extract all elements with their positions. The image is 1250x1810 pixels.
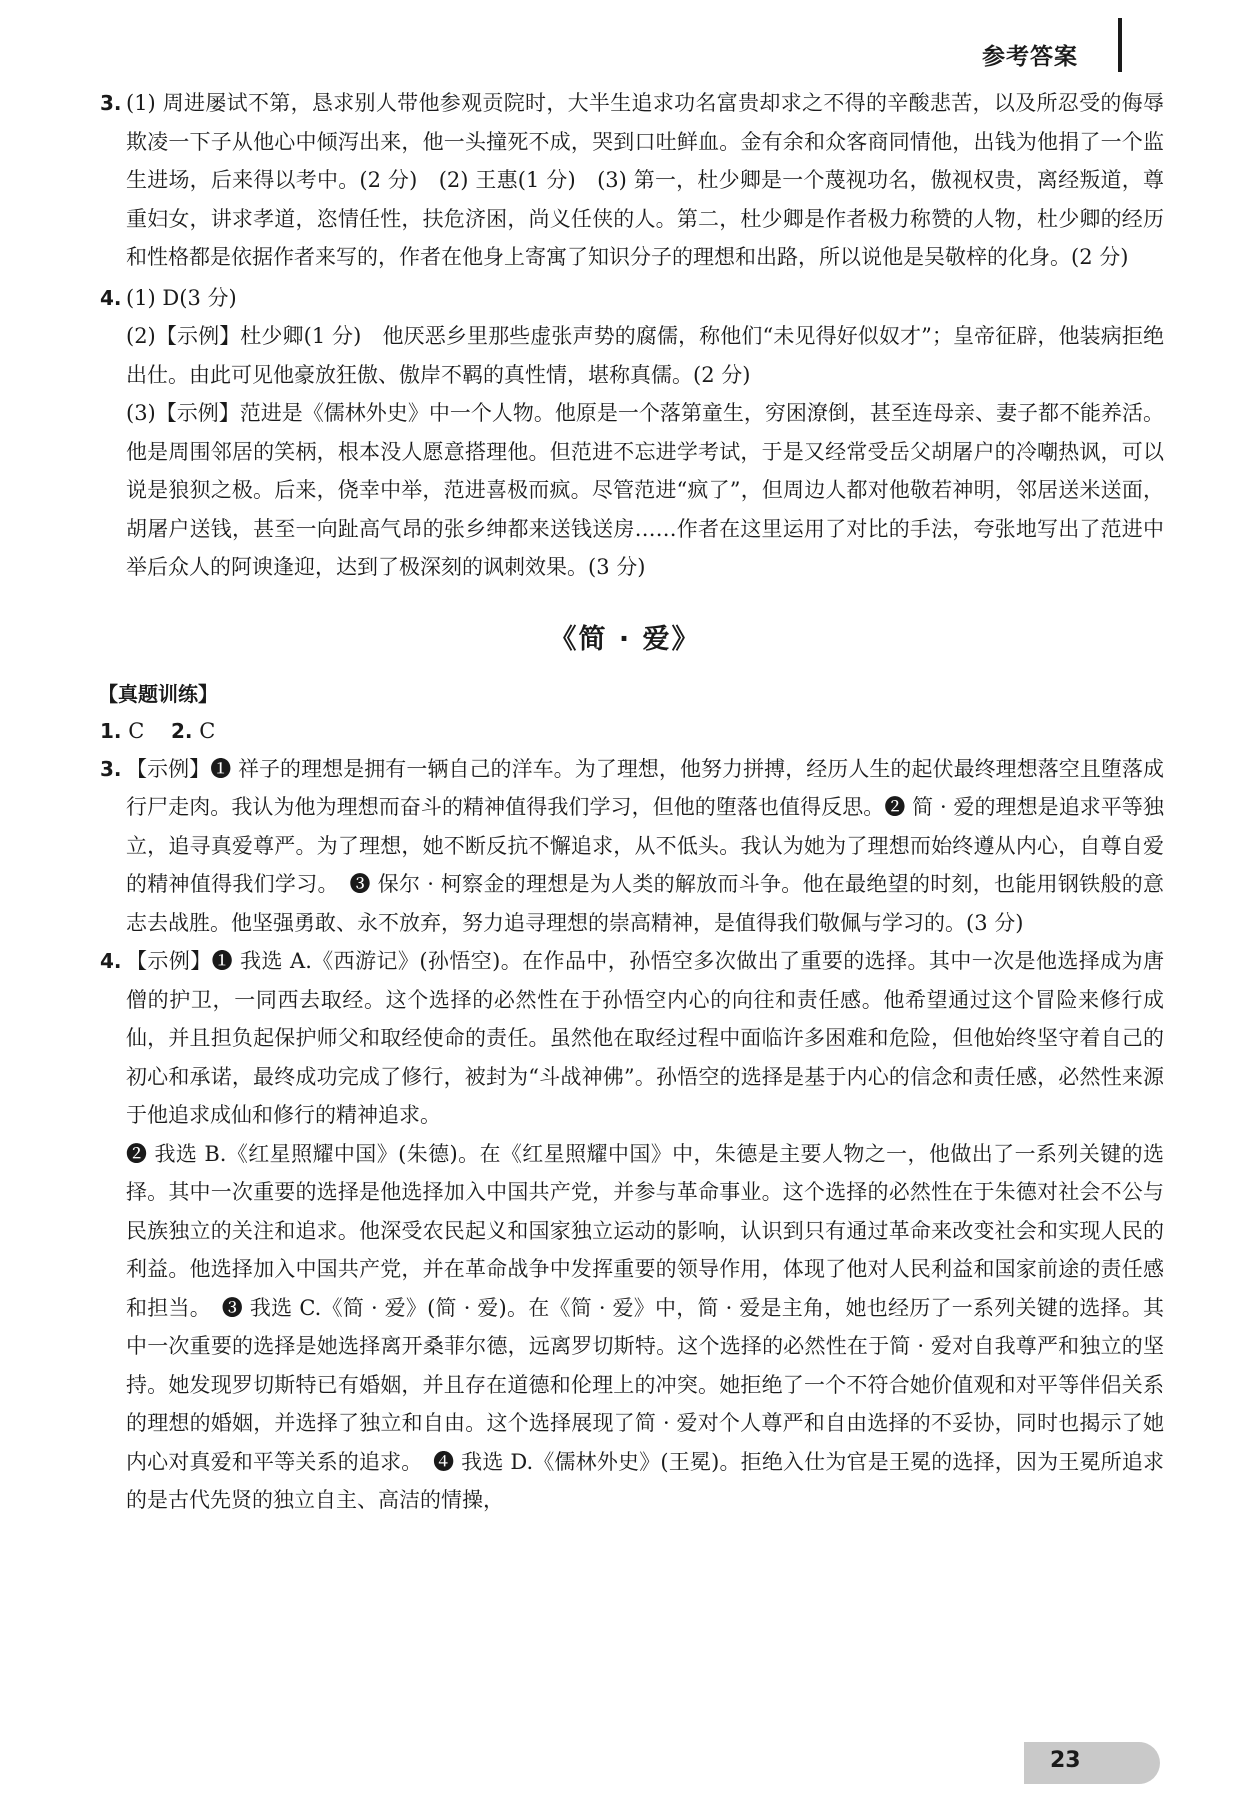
answer-item-4 [0, 279, 1164, 587]
answer-item-3b [0, 750, 1164, 943]
item-number: 4. [100, 949, 122, 973]
answer-text: (1) D(3 分) [126, 285, 237, 310]
item-number: 3. [100, 756, 122, 781]
short-answers [0, 712, 1250, 750]
page-content [0, 84, 1250, 1520]
answer-text: 【示例】❶ 我选 A.《西游记》(孙悟空)。在作品中，孙悟空多次做出了重要的选择。其中一次是他选择成为唐僧的护卫，一同西去取经。这个选择的必然性在于孙悟空内心的向往和责任感。他希望通过这个冒险来修行成仙，并且担负起保护师父和取经使命的责任。虽然他在取经过程中面临许多困难和危险，但他始终坚守着自己的初心和承诺，最终成功完成了修行，被封为“斗战神佛”。孙悟空的选择是基于内心的信念和责任感，必然性来源于他追求成仙和修行的精神追求。 [126, 949, 1164, 1127]
header-title: 参考答案 [982, 44, 1078, 70]
section-title: 《简 · 爱》 [549, 623, 701, 655]
answer-value: C [199, 718, 216, 743]
answer-item-3 [0, 84, 1164, 277]
page-number: 23 [1050, 1748, 1081, 1773]
page-number-tab [1024, 1742, 1160, 1784]
header-rule [1118, 18, 1122, 72]
answer-text: (3)【示例】范进是《儒林外史》中一个人物。他原是一个落第童生，穷困潦倒，甚至连母亲、妻子都不能养活。他是周围邻居的笑柄，根本没人愿意搭理他。但范进不忘进学考试，于是又经常受岳父胡屠户的冷嘲热讽，可以说是狼狈之极。后来，侥幸中举，范进喜极而疯。尽管范进“疯了”，但周边人都对他敬若神明，邻居送米送面，胡屠户送钱，甚至一向趾高气昂的张乡绅都来送钱送房……作者在这里运用了对比的手法，夸张地写出了范进中举后众人的阿谀逢迎，达到了极深刻的讽刺效果。(3 分) [126, 401, 1164, 579]
answer-item-4b [0, 942, 1164, 1520]
section-label: 【真题训练】 [98, 681, 218, 706]
item-number: 2. [170, 718, 193, 743]
item-number: 3. [100, 91, 122, 115]
answer-text: 【示例】❶ 祥子的理想是拥有一辆自己的洋车。为了理想，他努力拼搏，经历人生的起伏最终理想落空且堕落成行尸走肉。我认为他为理想而奋斗的精神值得我们学习，但他的堕落也值得反思。❷ 简 · 爱的理想是追求平等独立，追寻真爱尊严。为了理想，她不断反抗不懈追求，从不低头。我认为她为了理想而始终遵从内心，自尊自爱的精神值得我们学习。 ❸ 保尔 · 柯察金的理想是为人类的解放而斗争。他在最绝望的时刻，也能用钢铁般的意志去战胜。他坚强勇敢、永不放弃，努力追寻理想的崇高精神，是值得我们敬佩与学习的。(3 分) [126, 756, 1164, 935]
item-number: 4. [100, 285, 122, 310]
answer-text: (1) 周进屡试不第，恳求别人带他参观贡院时，大半生追求功名富贵却求之不得的辛酸悲苦，以及所忍受的侮辱欺凌一下子从他心中倾泻出来，他一头撞死不成，哭到口吐鲜血。金有余和众客商同情他，出钱为他捐了一个监生进场，后来得以考中。(2 分) (2) 王惠(1 分) (3) 第一，杜少卿是一个蔑视功名，傲视权贵，离经叛道，尊重妇女，讲求孝道，恣情任性，扶危济困，尚义任侠的人。第二，杜少卿是作者极力称赞的人物，杜少卿的经历和性格都是依据作者来写的，作者在他身上寄寓了知识分子的理想和出路，所以说他是吴敬梓的化身。(2 分) [126, 91, 1164, 269]
answer-text: (2)【示例】杜少卿(1 分) 他厌恶乡里那些虚张声势的腐儒，称他们“未见得好似奴才”；皇帝征辟，他装病拒绝出仕。由此可见他豪放狂傲、傲岸不羁的真性情，堪称真儒。(2 分) [126, 324, 1164, 387]
item-number: 1. [100, 718, 122, 743]
answer-value: C [128, 718, 145, 743]
answer-text: ❷ 我选 B.《红星照耀中国》(朱德)。在《红星照耀中国》中，朱德是主要人物之一，他做出了一系列关键的选择。其中一次重要的选择是他选择加入中国共产党，并参与革命事业。这个选择的必然性在于朱德对社会不公与民族独立的关注和追求。他深受农民起义和国家独立运动的影响，认识到只有通过革命来改变社会和实现人民的利益。他选择加入中国共产党，并在革命战争中发挥重要的领导作用，体现了他对人民利益和国家前途的责任感和担当。 ❸ 我选 C.《简 · 爱》(简 · 爱)。在《简 · 爱》中，简 · 爱是主角，她也经历了一系列关键的选择。其中一次重要的选择是她选择离开桑菲尔德，远离罗切斯特。这个选择的必然性在于简 · 爱对自我尊严和独立的坚持。她发现罗切斯特已有婚姻，并且存在道德和伦理上的冲突。她拒绝了一个不符合她价值观和对平等伴侣关系的理想的婚姻，并选择了独立和自由。这个选择展现了简 · 爱对个人尊严和自由选择的不妥协，同时也揭示了她内心对真爱和平等关系的追求。 ❹ 我选 D.《儒林外史》(王冕)。拒绝入仕为官是王冕的选择，因为王冕所追求的是古代先贤的独立自主、高洁的情操， [126, 1141, 1164, 1512]
